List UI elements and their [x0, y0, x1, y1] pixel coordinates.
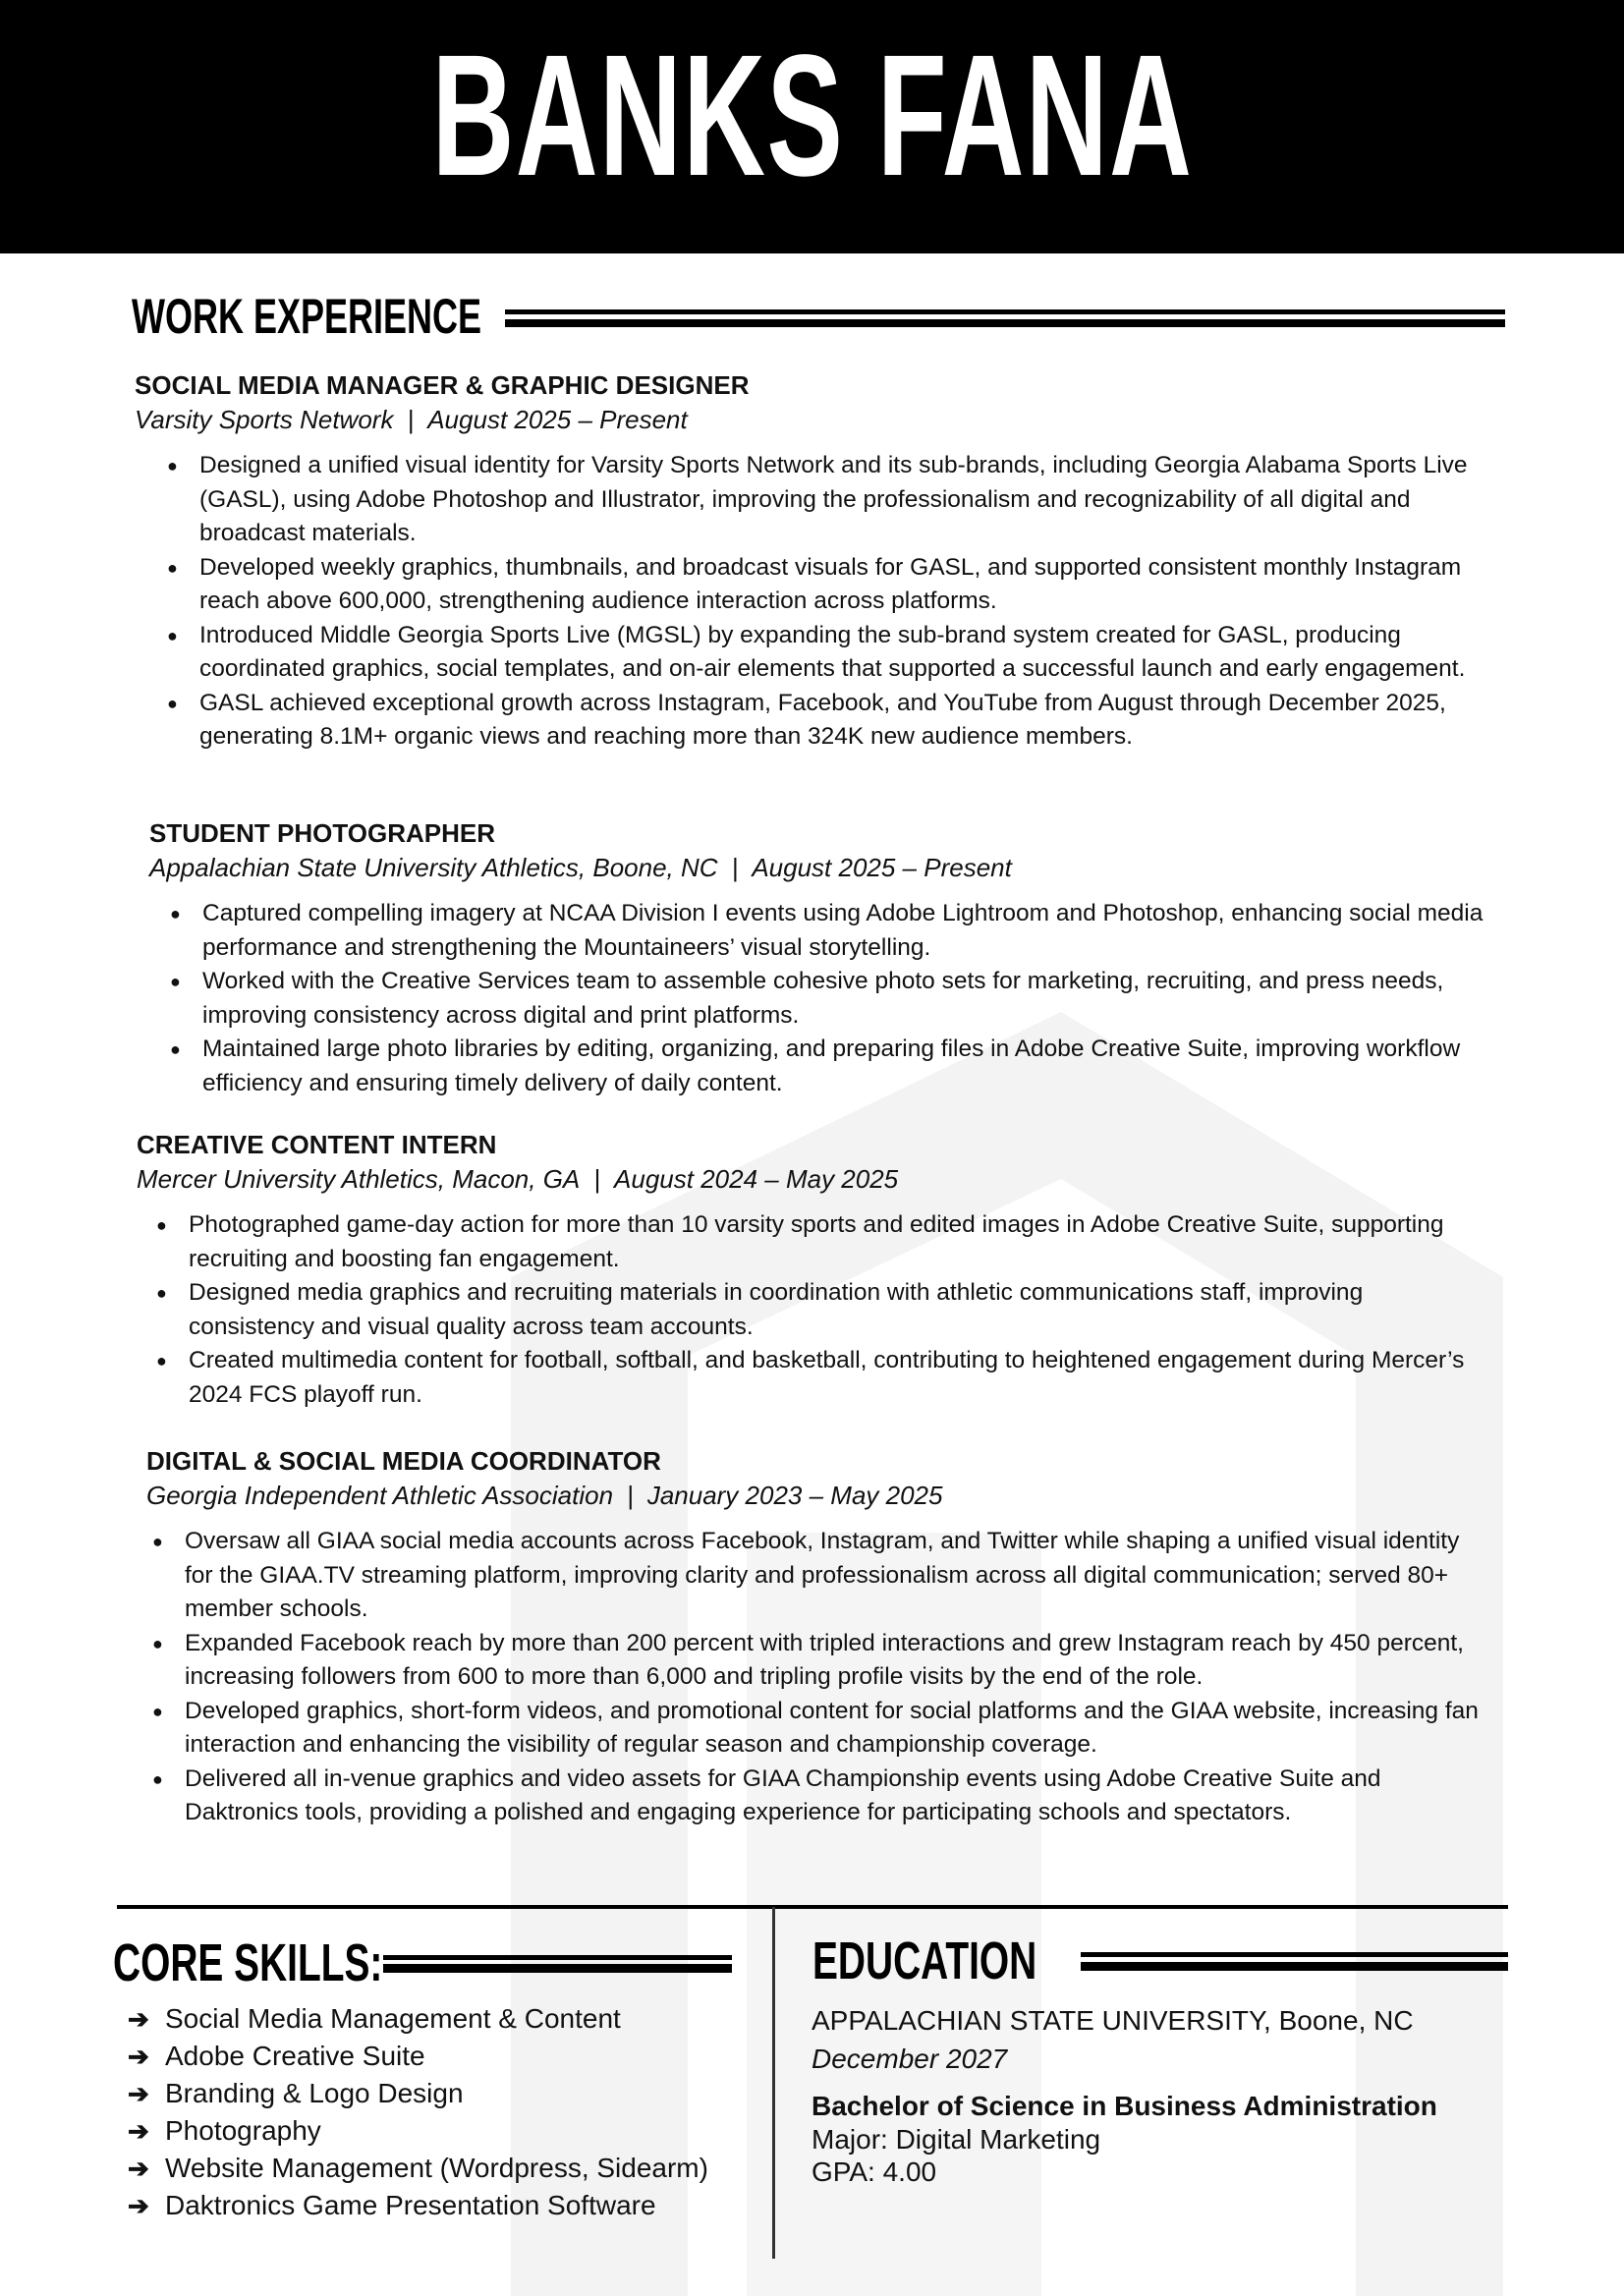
bullet-item: ● Delivered all in-venue graphics and video assets for GIAA Championship events using Adobe Creative Suite and Daktronics tools, providing a polished and engaging experience for participating schools and spectators.: [185, 1763, 1491, 1830]
job-bullets: [156, 1208, 1485, 1412]
job-subtitle: Georgia Independent Athletic Association | January 2023 – May 2025: [146, 1481, 943, 1510]
graduation-date: December 2027: [812, 2044, 1008, 2074]
skill-item: ➔ Social Media Management & Content: [165, 2000, 708, 2038]
bullet-item: ● Introduced Middle Georgia Sports Live (MGSL) by expanding the sub-brand system created for GASL, producing coordinated graphics, social templates, and on-air elements that supported a successful launch and early engagement.: [199, 619, 1477, 687]
job-bullets: [167, 449, 1477, 755]
job-entry: [149, 816, 1505, 1100]
column-divider: [772, 1907, 775, 2259]
job-title: STUDENT PHOTOGRAPHER: [149, 818, 495, 848]
section-divider: [117, 1905, 1508, 1909]
bullet-item: ● GASL achieved exceptional growth across Instagram, Facebook, and YouTube from August through December 2025, generating 8.1M+ organic views and reaching more than 324K new audience members.: [199, 687, 1477, 755]
job-dates: August 2025 – Present: [752, 853, 1012, 882]
job-subtitle: Mercer University Athletics, Macon, GA | August 2024 – May 2025: [137, 1164, 899, 1194]
job-entry: [135, 368, 1490, 755]
major: Major: Digital Marketing: [812, 2124, 1101, 2155]
skill-item: ➔ Website Management (Wordpress, Sidearm): [165, 2150, 708, 2187]
gpa: GPA: 4.00: [812, 2156, 937, 2187]
job-org: Georgia Independent Athletic Association: [146, 1481, 614, 1510]
job-subtitle: Varsity Sports Network | August 2025 – Present: [135, 405, 688, 434]
bullet-item: ● Developed graphics, short-form videos, and promotional content for social platforms and the GIAA website, increasing fan interaction and enhancing the visibility of regular season and championship coverage.: [185, 1695, 1491, 1763]
arrow-icon: ➔: [128, 2042, 149, 2071]
job-title: SOCIAL MEDIA MANAGER & GRAPHIC DESIGNER: [135, 370, 750, 400]
bullet-item: ● Oversaw all GIAA social media accounts across Facebook, Instagram, and Twitter while shaping a unified visual identity for the GIAA.TV streaming platform, improving clarity and professionalism across all digital communication; served 80+ member schools.: [185, 1525, 1491, 1627]
arrow-icon: ➔: [128, 2191, 149, 2220]
bullet-item: ● Expanded Facebook reach by more than 200 percent with tripled interactions and grew Instagram reach by 450 percent, increasing followers from 600 to more than 6,000 and tripling profile visits by the end of the role.: [185, 1627, 1491, 1695]
bullet-icon: ●: [167, 557, 178, 578]
bullet-icon: ●: [167, 693, 178, 713]
heading-rule: [383, 1955, 732, 1960]
bullet-icon: ●: [156, 1215, 167, 1235]
job-org: Mercer University Athletics, Macon, GA: [137, 1164, 581, 1194]
bullet-icon: ●: [156, 1351, 167, 1371]
heading-rule: [505, 309, 1505, 314]
bullet-item: ● Created multimedia content for football, softball, and basketball, contributing to heightened engagement during Mercer’s 2024 FCS playoff run.: [189, 1344, 1485, 1412]
bullet-icon: ●: [170, 904, 181, 924]
job-bullets: [170, 897, 1499, 1100]
bullet-item: ● Developed weekly graphics, thumbnails, and broadcast visuals for GASL, and supported consistent monthly Instagram reach above 600,000, strengthening audience interaction across platforms.: [199, 551, 1477, 619]
skill-item: ➔ Photography: [165, 2112, 708, 2150]
job-dates: August 2025 – Present: [427, 405, 688, 434]
arrow-icon: ➔: [128, 2116, 149, 2146]
skills-list: [128, 2000, 708, 2224]
education-heading: EDUCATION: [812, 1932, 1037, 1990]
heading-rule: [383, 1964, 732, 1973]
arrow-icon: ➔: [128, 2154, 149, 2183]
bullet-item: ● Designed a unified visual identity for Varsity Sports Network and its sub-brands, including Georgia Alabama Sports Live (GASL), using Adobe Photoshop and Illustrator, improving the professionalism and recognizability of all digital and broadcast materials.: [199, 449, 1477, 551]
bullet-icon: ●: [170, 972, 181, 991]
bullet-item: ● Worked with the Creative Services team to assemble cohesive photo sets for marketing, recruiting, and press needs, improving consistency across digital and print platforms.: [202, 965, 1499, 1033]
header-banner: [0, 0, 1624, 253]
job-bullets: [152, 1525, 1491, 1830]
bullet-icon: ●: [152, 1701, 163, 1721]
job-subtitle: Appalachian State University Athletics, Boone, NC | August 2025 – Present: [149, 853, 1012, 882]
skill-item: ➔ Adobe Creative Suite: [165, 2038, 708, 2075]
arrow-icon: ➔: [128, 2004, 149, 2034]
job-entry: [137, 1128, 1512, 1412]
bullet-icon: ●: [152, 1633, 163, 1653]
bullet-item: ● Photographed game-day action for more than 10 varsity sports and edited images in Adobe Creative Suite, supporting recruiting and boosting fan engagement.: [189, 1208, 1485, 1276]
candidate-name: BANKS FANA: [431, 20, 1193, 212]
bullet-icon: ●: [170, 1039, 181, 1059]
core-skills-heading: CORE SKILLS:: [113, 1933, 383, 1992]
bullet-icon: ●: [156, 1283, 167, 1303]
bullet-item: ● Maintained large photo libraries by editing, organizing, and preparing files in Adobe Creative Suite, improving workflow efficiency and ensuring timely delivery of daily content.: [202, 1033, 1499, 1100]
job-dates: January 2023 – May 2025: [646, 1481, 943, 1510]
arrow-icon: ➔: [128, 2079, 149, 2108]
work-experience-heading: WORK EXPERIENCE: [132, 289, 482, 344]
job-entry: [146, 1444, 1522, 1830]
job-dates: August 2024 – May 2025: [614, 1164, 899, 1194]
job-title: DIGITAL & SOCIAL MEDIA COORDINATOR: [146, 1446, 661, 1476]
heading-rule: [505, 319, 1505, 327]
bullet-icon: ●: [152, 1768, 163, 1789]
degree: Bachelor of Science in Business Administration: [812, 2091, 1437, 2121]
school-name: APPALACHIAN STATE UNIVERSITY, Boone, NC: [812, 2005, 1414, 2036]
bullet-item: ● Designed media graphics and recruiting materials in coordination with athletic communications staff, improving consistency and visual quality across team accounts.: [189, 1276, 1485, 1344]
heading-rule: [1081, 1952, 1508, 1957]
job-title: CREATIVE CONTENT INTERN: [137, 1130, 497, 1159]
bullet-item: ● Captured compelling imagery at NCAA Division I events using Adobe Lightroom and Photoshop, enhancing social media performance and strengthening the Mountaineers’ visual storytelling.: [202, 897, 1499, 965]
job-org: Appalachian State University Athletics, Boone, NC: [149, 853, 718, 882]
education-entry: [812, 2002, 1437, 2188]
bullet-icon: ●: [167, 625, 178, 645]
job-org: Varsity Sports Network: [135, 405, 394, 434]
bullet-icon: ●: [167, 456, 178, 476]
heading-rule: [1081, 1962, 1508, 1971]
bullet-icon: ●: [152, 1532, 163, 1551]
skill-item: ➔ Daktronics Game Presentation Software: [165, 2187, 708, 2224]
skill-item: ➔ Branding & Logo Design: [165, 2075, 708, 2112]
